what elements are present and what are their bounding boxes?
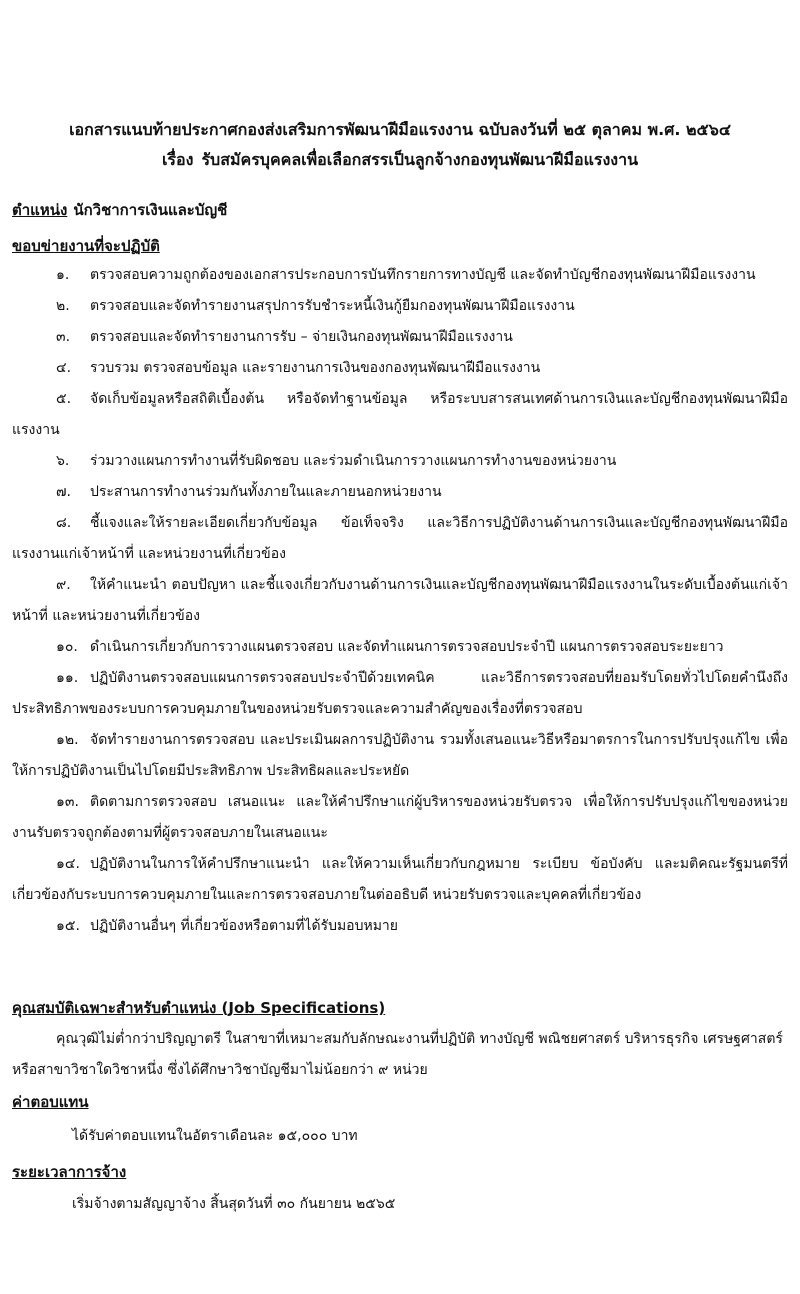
duty-number: ๑๒. — [56, 732, 79, 748]
duty-text: จัดทำรายงานการตรวจสอบ และประเมินผลการปฏิบัติงาน รวมทั้งเสนอแนะวิธีหรือมาตรการในการปรับปรุงแก้ไข เพื่อให้การปฏิบัติงานเป็นไปโดยมีประสิทธิภาพ ประสิทธิผลและประหยัด — [12, 732, 788, 779]
duty-item — [12, 570, 788, 632]
duty-text: จัดเก็บข้อมูลหรือสถิติเบื้องต้น หรือจัดทำฐานข้อมูล หรือระบบสารสนเทศด้านการเงินและบัญชีกองทุนพัฒนาฝีมือแรงงาน — [12, 391, 788, 438]
duty-text: ประสานการทำงานร่วมกันทั้งภายในและภายนอกหน่วยงาน — [90, 484, 442, 500]
duty-text: ชี้แจงและให้รายละเอียดเกี่ยวกับข้อมูล ข้อเท็จจริง และวิธีการปฏิบัติงานด้านการเงินและบัญชีกองทุนพัฒนาฝีมือแรงงานแก่เจ้าหน้าที่ และหน่วยงานที่เกี่ยวข้อง — [12, 515, 788, 562]
employment-period-heading: ระยะเวลาการจ้าง — [12, 1163, 127, 1181]
duty-number: ๕. — [56, 391, 72, 407]
document-subject — [0, 148, 800, 172]
qualifications-text: คุณวุฒิไม่ต่ำกว่าปริญญาตรี ในสาขาที่เหมาะสมกับลักษณะงานที่ปฏิบัติ ทางบัญชี พณิชยศาสตร์ บริหารธุรกิจ เศรษฐศาสตร์ หรือสาขาวิชาใดวิชาหนึ่ง ซึ่งได้ศึกษาวิชาบัญชีมาไม่น้อยกว่า ๙ หน่วย — [12, 1031, 783, 1078]
duty-text: ปฏิบัติงานในการให้คำปรึกษาแนะนำ และให้ความเห็นเกี่ยวกับกฎหมาย ระเบียบ ข้อบังคับ และมติคณะรัฐมนตรีที่เกี่ยวข้องกับระบบการควบคุมภายในและการตรวจสอบภายในต่ออธิบดี หน่วยรับตรวจและบุคคลที่เกี่ยวข้อง — [12, 856, 788, 903]
duty-text: ให้คำแนะนำ ตอบปัญหา และชี้แจงเกี่ยวกับงานด้านการเงินและบัญชีกองทุนพัฒนาฝีมือแรงงานในระดับเบื้องต้นแก่เจ้าหน้าที่ และหน่วยงานที่เกี่ยวข้อง — [12, 577, 788, 624]
duty-item — [12, 632, 788, 663]
duty-number: ๑๐. — [56, 639, 78, 655]
duty-text: ปฏิบัติงานตรวจสอบแผนการตรวจสอบประจำปีด้วยเทคนิค และวิธีการตรวจสอบที่ยอมรับโดยทั่วไปโดยคำนึงถึงประสิทธิภาพของระบบการควบคุมภายในของหน่วยรับตรวจและความสำคัญของเรื่องที่ตรวจสอบ — [12, 670, 788, 717]
position-value: นักวิชาการเงินและบัญชี — [73, 201, 228, 219]
duty-text: ตรวจสอบและจัดทำรายงานการรับ – จ่ายเงินกองทุนพัฒนาฝีมือแรงงาน — [90, 329, 513, 345]
qualifications-heading: คุณสมบัติเฉพาะสำหรับตำแหน่ง (Job Specifications) — [12, 999, 386, 1017]
duty-text: ตรวจสอบและจัดทำรายงานสรุปการรับชำระหนี้เงินกู้ยืมกองทุนพัฒนาฝีมือแรงงาน — [90, 298, 575, 314]
duty-number: ๗. — [56, 484, 71, 500]
duty-item — [12, 353, 788, 384]
employment-period-text: เริ่มจ้างตามสัญญาจ้าง สิ้นสุดวันที่ ๓๐ กันยายน ๒๕๖๕ — [72, 1196, 396, 1212]
duties-list — [12, 260, 788, 942]
duty-number: ๙. — [56, 577, 71, 593]
subject-text: รับสมัครบุคคลเพื่อเลือกสรรเป็นลูกจ้างกองทุนพัฒนาฝีมือแรงงาน — [201, 150, 639, 169]
duty-text: ร่วมวางแผนการทำงานที่รับผิดชอบ และร่วมดำเนินการวางแผนการทำงานของหน่วยงาน — [90, 453, 617, 469]
duty-item — [12, 849, 788, 911]
duty-text: ตรวจสอบความถูกต้องของเอกสารประกอบการบันทึกรายการทางบัญชี และจัดทำบัญชีกองทุนพัฒนาฝีมือแรงงาน — [90, 267, 756, 283]
duty-number: ๑. — [56, 267, 70, 283]
duty-item — [12, 787, 788, 849]
compensation-heading: ค่าตอบแทน — [12, 1093, 89, 1111]
duty-number: ๒. — [56, 298, 70, 314]
compensation-text: ได้รับค่าตอบแทนในอัตราเดือนละ ๑๕,๐๐๐ บาท — [72, 1128, 358, 1144]
duty-item — [12, 725, 788, 787]
duty-item — [12, 291, 788, 322]
document-title: เอกสารแนบท้ายประกาศกองส่งเสริมการพัฒนาฝีมือแรงงาน ฉบับลงวันที่ ๒๕ ตุลาคม พ.ศ. ๒๕๖๔ — [69, 120, 731, 139]
duty-number: ๑๑. — [56, 670, 79, 686]
duty-number: ๓. — [56, 329, 71, 345]
duty-text: ปฏิบัติงานอื่นๆ ที่เกี่ยวข้องหรือตามที่ได้รับมอบหมาย — [90, 918, 398, 934]
duty-number: ๑๔. — [56, 856, 80, 872]
duty-number: ๑๕. — [56, 918, 80, 934]
position-line — [12, 198, 227, 222]
duty-item — [12, 911, 788, 942]
duty-item — [12, 260, 788, 291]
duty-text: ติดตามการตรวจสอบ เสนอแนะ และให้คำปรึกษาแก่ผู้บริหารของหน่วยรับตรวจ เพื่อให้การปรับปรุงแก้ไขของหน่วยงานรับตรวจถูกต้องตามที่ผู้ตรวจสอบภายในเสนอแนะ — [12, 794, 788, 841]
duty-number: ๔. — [56, 360, 72, 376]
subject-label: เรื่อง — [161, 150, 194, 169]
duty-text: รวบรวม ตรวจสอบข้อมูล และรายงานการเงินของกองทุนพัฒนาฝีมือแรงงาน — [90, 360, 541, 376]
duty-item — [12, 477, 788, 508]
duty-item — [12, 322, 788, 353]
duty-number: ๑๓. — [56, 794, 79, 810]
position-label: ตำแหน่ง — [12, 201, 68, 219]
duty-item — [12, 384, 788, 446]
scope-heading: ขอบข่ายงานที่จะปฏิบัติ — [12, 237, 160, 255]
duty-item — [12, 508, 788, 570]
duty-item — [12, 446, 788, 477]
duty-text: ดำเนินการเกี่ยวกับการวางแผนตรวจสอบ และจัดทำแผนการตรวจสอบประจำปี แผนการตรวจสอบระยะยาว — [90, 639, 724, 655]
duty-number: ๘. — [56, 515, 72, 531]
duty-item — [12, 663, 788, 725]
duty-number: ๖. — [56, 453, 70, 469]
